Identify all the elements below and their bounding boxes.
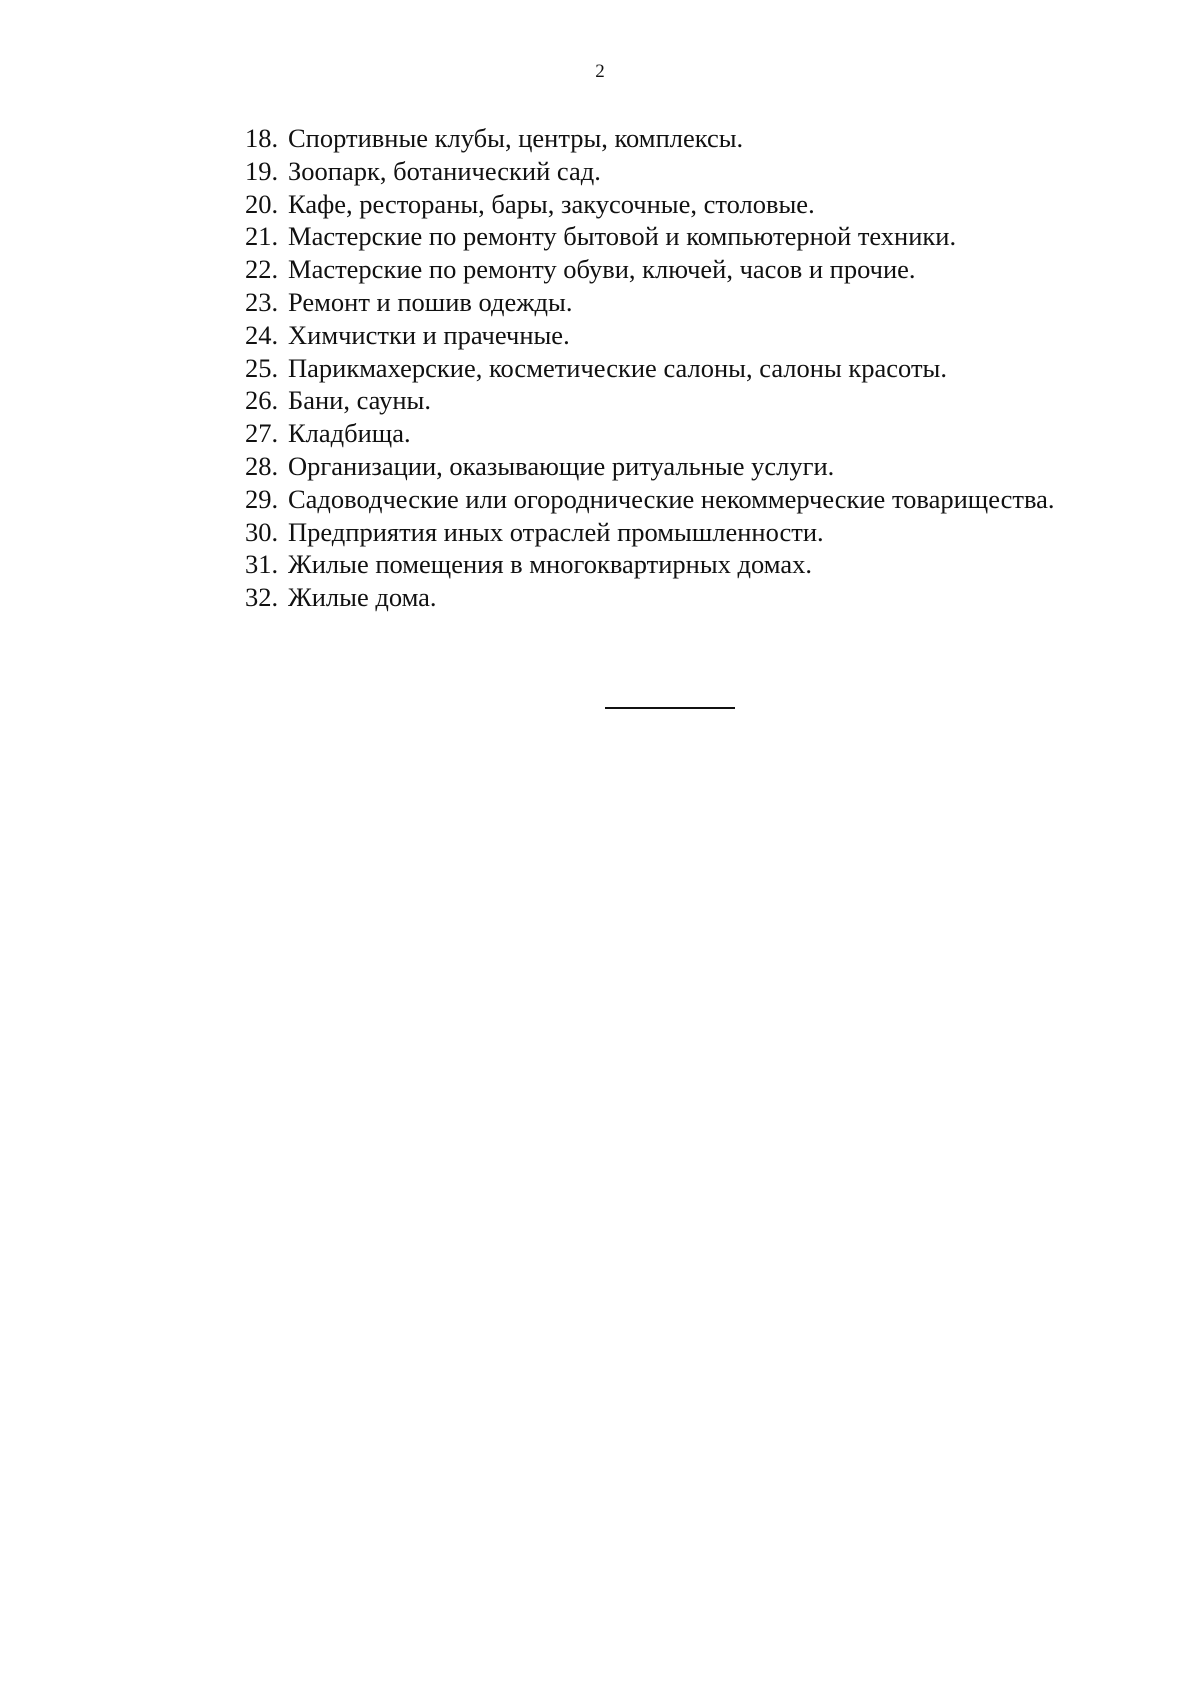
item-text: Кладбища. xyxy=(288,418,411,449)
item-list xyxy=(245,122,1055,614)
list-item xyxy=(245,417,1055,450)
list-item xyxy=(245,384,1055,417)
item-text: Жилые дома. xyxy=(288,582,437,613)
list-item xyxy=(245,450,1055,483)
item-text: Кафе, рестораны, бары, закусочные, столовые. xyxy=(288,188,815,219)
list-item xyxy=(245,483,1055,516)
item-text: Организации, оказывающие ритуальные услуги. xyxy=(288,450,835,481)
item-text: Мастерские по ремонту бытовой и компьютерной техники. xyxy=(288,221,957,252)
list-item xyxy=(245,188,1055,221)
item-number: 22. xyxy=(245,254,279,285)
list-item xyxy=(245,516,1055,549)
item-text: Зоопарк, ботанический сад. xyxy=(288,155,601,186)
item-text: Химчистки и прачечные. xyxy=(288,319,570,350)
item-text: Мастерские по ремонту обуви, ключей, часов и прочие. xyxy=(288,254,916,285)
item-text: Жилые помещения в многоквартирных домах. xyxy=(288,549,812,580)
item-number: 26. xyxy=(245,385,279,416)
item-text: Бани, сауны. xyxy=(288,385,431,416)
item-number: 25. xyxy=(245,352,279,383)
item-number: 31. xyxy=(245,549,279,580)
item-text: Предприятия иных отраслей промышленности. xyxy=(288,516,824,547)
page-number: 2 xyxy=(595,61,605,82)
item-text: Садоводческие или огороднические некоммерческие товарищества. xyxy=(288,483,1055,514)
item-number: 27. xyxy=(245,418,279,449)
item-text: Парикмахерские, косметические салоны, салоны красоты. xyxy=(288,352,947,383)
item-number: 21. xyxy=(245,221,279,252)
item-number: 23. xyxy=(245,286,279,317)
list-item xyxy=(245,155,1055,188)
item-number: 28. xyxy=(245,450,279,481)
item-number: 20. xyxy=(245,188,279,219)
list-item xyxy=(245,352,1055,385)
item-number: 30. xyxy=(245,516,279,547)
list-item xyxy=(245,548,1055,581)
item-text: Спортивные клубы, центры, комплексы. xyxy=(288,123,744,153)
item-number: 24. xyxy=(245,319,279,350)
list-item xyxy=(245,220,1055,253)
list-item xyxy=(245,122,1055,155)
item-number: 32. xyxy=(245,582,279,613)
item-number: 18. xyxy=(245,123,279,153)
item-number: 19. xyxy=(245,155,279,186)
list-item xyxy=(245,286,1055,319)
item-text: Ремонт и пошив одежды. xyxy=(288,286,573,317)
end-of-document-rule xyxy=(605,707,735,709)
list-item xyxy=(245,581,1055,614)
list-item xyxy=(245,319,1055,352)
item-number: 29. xyxy=(245,483,279,514)
list-item xyxy=(245,253,1055,286)
